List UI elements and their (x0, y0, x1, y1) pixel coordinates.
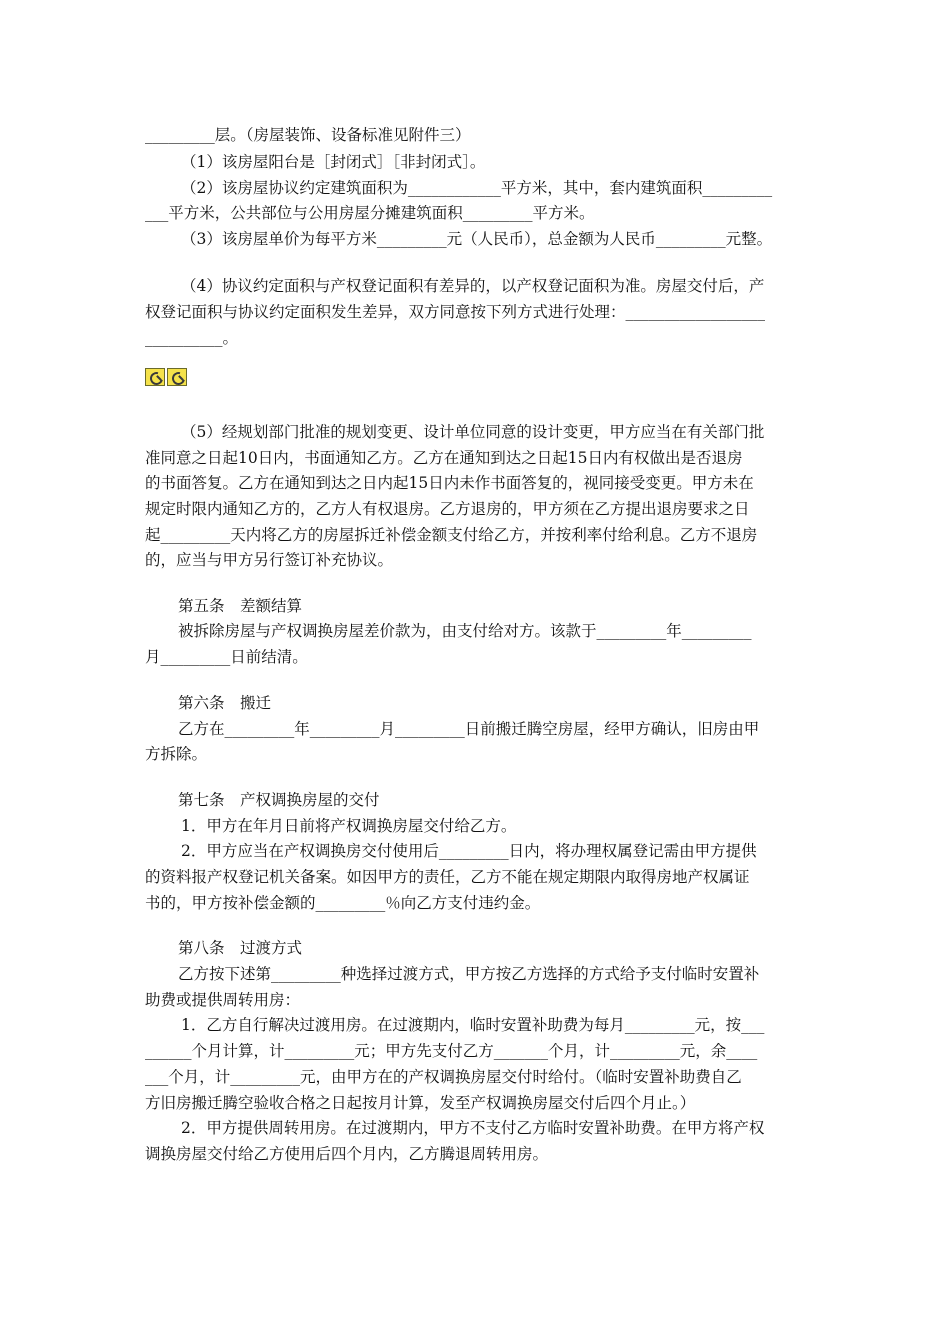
section-heading: 第五条 差额结算 (178, 597, 303, 615)
text-line: 准同意之日起10日内，书面通知乙方。乙方在通知到达之日起15日内有权做出是否退房 (145, 449, 743, 467)
section-heading: 第七条 产权调换房屋的交付 (178, 791, 380, 809)
text-line: （2）该房屋协议约定建筑面积为____________平方米，其中，套内建筑面积_________ (181, 179, 773, 197)
text-line: 1．甲方在年月日前将产权调换房屋交付给乙方。 (181, 817, 517, 835)
text-line: ______个月计算，计_________元；甲方先支付乙方_______个月，计_________元，余____ (145, 1042, 758, 1060)
text-line: 权登记面积与协议约定面积发生差异，双方同意按下列方式进行处理：__________________ (145, 303, 766, 321)
embedded-object-icons[interactable] (145, 368, 187, 386)
text-line: 书的，甲方按补偿金额的_________％向乙方支付违约金。 (145, 894, 541, 912)
text-line: ___平方米，公共部位与公用房屋分摊建筑面积_________平方米。 (145, 204, 595, 222)
text-line: 的资料报产权登记机关备案。如因甲方的责任，乙方不能在规定期限内取得房地产权属证 (145, 868, 750, 886)
text-line: _________层。（房屋装饰、设备标准见附件三） (145, 126, 471, 144)
text-line: 规定时限内通知乙方的，乙方人有权退房。乙方退房的，甲方须在乙方提出退房要求之日 (145, 500, 750, 518)
section-heading: 第六条 搬迁 (178, 694, 272, 712)
text-line: （5）经规划部门批准的规划变更、设计单位同意的设计变更，甲方应当在有关部门批 (181, 423, 765, 441)
text-line: （1）该房屋阳台是［封闭式］［非封闭式］。 (181, 153, 486, 171)
text-line: 2．甲方应当在产权调换房交付使用后_________日内，将办理权属登记需由甲方提供 (181, 842, 757, 860)
text-line: 月_________日前结清。 (145, 648, 308, 666)
text-line: 的书面答复。乙方在通知到达之日内起15日内未作书面答复的，视同接受变更。甲方未在 (145, 474, 754, 492)
text-line: 乙方在_________年_________月_________日前搬迁腾空房屋，经甲方确认，旧房由甲 (178, 720, 760, 738)
text-line: __________。 (145, 329, 239, 347)
text-line: 方拆除。 (145, 745, 208, 763)
text-line: 助费或提供周转用房： (145, 991, 301, 1009)
text-line: （3）该房屋单价为每平方米_________元（人民币），总金额为人民币_________元整。 (181, 230, 773, 248)
text-line: （4）协议约定面积与产权登记面积有差异的，以产权登记面积为准。房屋交付后，产 (181, 277, 765, 295)
text-line: 方旧房搬迁腾空验收合格之日起按月计算，发至产权调换房屋交付后四个月止。） (145, 1094, 696, 1112)
text-line: 调换房屋交付给乙方使用后四个月内，乙方腾退周转用房。 (145, 1145, 549, 1163)
link-icon[interactable] (167, 368, 187, 386)
text-line: 乙方按下述第_________种选择过渡方式，甲方按乙方选择的方式给予支付临时安置补 (178, 965, 760, 983)
section-heading: 第八条 过渡方式 (178, 939, 303, 957)
text-line: 被拆除房屋与产权调换房屋差价款为，由支付给对方。该款于_________年_________ (178, 622, 752, 640)
link-icon[interactable] (145, 368, 165, 386)
text-line: ___个月，计_________元，由甲方在的产权调换房屋交付时给付。（临时安置补助费自乙 (145, 1068, 742, 1086)
text-line: 2．甲方提供周转用房。在过渡期内，甲方不支付乙方临时安置补助费。在甲方将产权 (181, 1119, 765, 1137)
text-line: 起_________天内将乙方的房屋拆迁补偿金额支付给乙方，并按利率付给利息。乙方不退房 (145, 526, 758, 544)
text-line: 1．乙方自行解决过渡用房。在过渡期内，临时安置补助费为每月_________元，按___ (181, 1016, 765, 1034)
text-line: 的，应当与甲方另行签订补充协议。 (145, 551, 394, 569)
